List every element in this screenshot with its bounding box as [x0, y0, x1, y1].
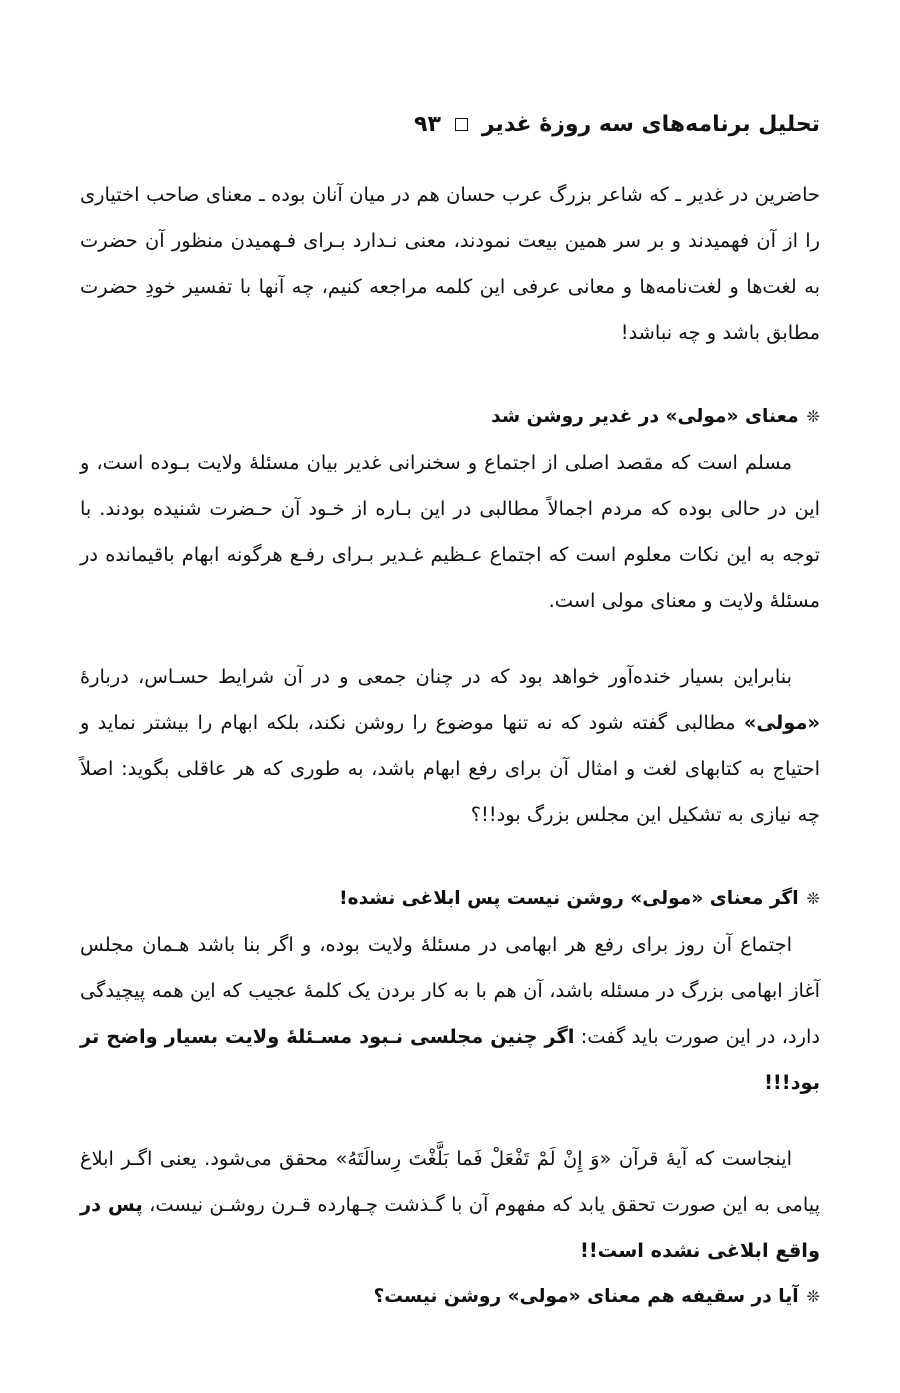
paragraph-5	[80, 1136, 820, 1274]
paragraph-3-part-c: مطالبی گفته شود که نه تنها موضوع را روشن نکند، بلکه ابهام را بیشتر نماید و احتیاج به کتابهای لغت و امثال آن برای رفع ابهام باشد، به طوری که هر عاقلی بگوید: اصلاً چه نیازی به تشکیل این مجلس بزرگ بود!!؟	[80, 711, 820, 826]
paragraph-3-bold: «مولی»	[743, 711, 820, 734]
paragraph-3	[80, 654, 820, 838]
section-heading-1	[80, 394, 820, 440]
section-heading-1-text: معنای «مولی» در غدیر روشن شد	[491, 406, 799, 427]
page-number: ۹۳	[414, 112, 441, 137]
paragraph-4	[80, 922, 820, 1106]
header-title: تحلیل برنامه‌های سه روزهٔ غدیر	[481, 112, 820, 137]
section-heading-2	[80, 876, 820, 922]
section-heading-2-text: اگر معنای «مولی» روشن نیست پس ابلاغی نشده!	[339, 888, 799, 909]
book-page	[80, 0, 820, 1393]
paragraph-5-bold: پس در واقع ابلاغی نشده است!!	[80, 1193, 820, 1262]
paragraph-4-part-a: اجتماع آن روز برای رفع هر ابهامی در مسئلهٔ ولایت بوده، و اگر بنا باشد هـمان مجلس آغاز ابهامی بزرگ در مسئله باشد، آن هم با به کار بردن یک کلمهٔ عجیب که این همه پیچیدگی دارد، در این صورت باید گفت:	[80, 933, 820, 1048]
asterisk-icon: ❊	[806, 407, 820, 426]
section-heading-3	[80, 1274, 820, 1320]
asterisk-icon: ❊	[806, 1287, 820, 1306]
section-heading-3-text: آیا در سقیفه هم معنای «مولی» روشن نیست؟	[373, 1286, 799, 1307]
paragraph-3-part-a: بنابراین بسیار خنده‌آور خواهد بود که در چنان جمعی و در آن شرایط حسـاس، دربارهٔ	[80, 665, 792, 688]
body-text	[80, 172, 820, 1320]
paragraph-4-bold: اگر چنین مجلسی نـبود مسـئلهٔ ولایت بسیار واضح تر بود!!!	[80, 1025, 820, 1094]
asterisk-icon: ❊	[806, 889, 820, 908]
paragraph-5-part-a: اینجاست که آیهٔ قرآن «وَ إِنْ لَمْ تَفْعَلْ فَما بَلَّغْتَ رِسالَتَهُ» محقق می‌شود. یعنی اگـر ابلاغ پیامی به این صورت تحقق یابد که مفهوم آن با گـذشت چـهارده قـرن روشـن نیست،	[80, 1147, 820, 1216]
paragraph-2: مسلم است که مقصد اصلی از اجتماع و سخنرانی غدیر بیان مسئلهٔ ولایت بـوده است، و این در حالی بوده که مردم اجمالاً مطالبی در این بـاره از خـود آن حـضرت شنیده بودند. با توجه به این نکات معلوم است که اجتماع عـظیم غـدیر بـرای رفـع هرگونه ابهام باقیمانده در مسئلهٔ ولایت و معنای مولی است.	[80, 451, 820, 612]
header-square-icon	[455, 118, 468, 131]
running-header	[80, 112, 820, 137]
paragraph-1: حاضرین در غدیر ـ که شاعر بزرگ عرب حسان هم در میان آنان بوده ـ معنای صاحب اختیاری را از آن فهمیدند و بر سر همین بیعت نمودند، معنی نـدارد بـرای فـهمیدن منظور آن حضرت به لغت‌ها و لغت‌نامه‌ها و معانی عرفی این کلمه مراجعه کنیم، چه آنها با تفسیر خودِ حضرت مطابق باشد و چه نباشد!	[80, 183, 820, 344]
